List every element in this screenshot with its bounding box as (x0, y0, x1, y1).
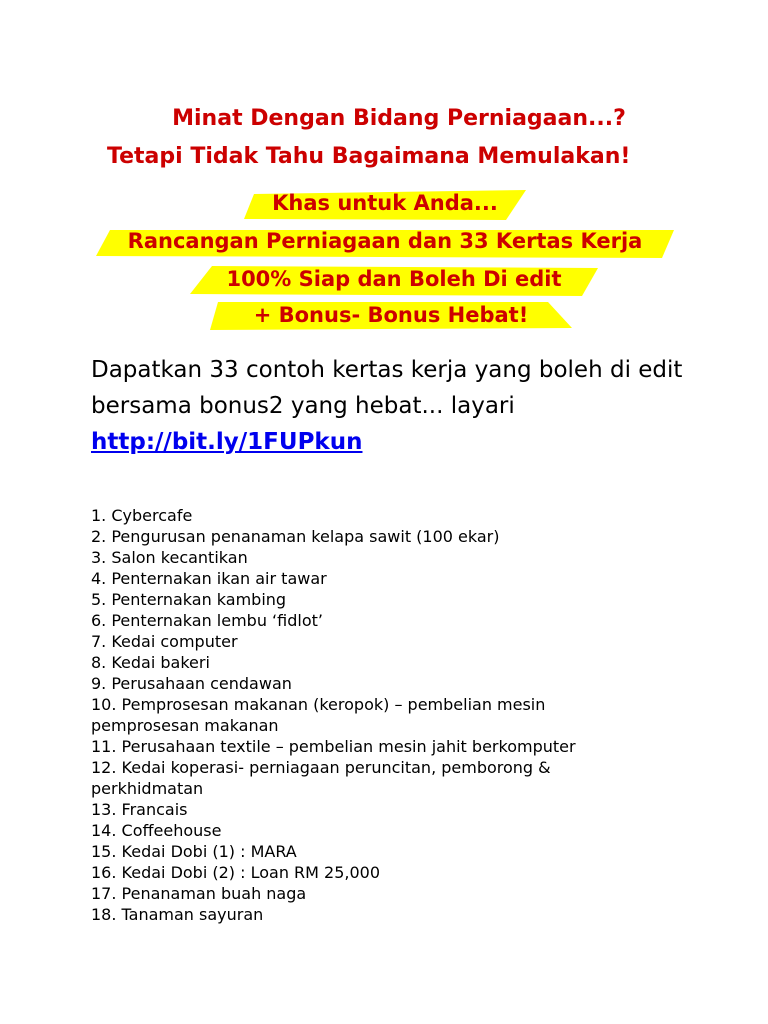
list-item: 7. Kedai computer (91, 632, 238, 651)
list-item: 12. Kedai koperasi- perniagaan peruncitan, pemborong & perkhidmatan (91, 758, 551, 798)
list-item: 8. Kedai bakeri (91, 653, 210, 672)
business-plan-list (91, 505, 651, 925)
list-item: 17. Penanaman buah naga (91, 884, 307, 903)
list-item: 11. Perusahaan textile – pembelian mesin jahit berkomputer (91, 737, 576, 756)
banner-line-4 (210, 298, 572, 334)
list-item: 5. Penternakan kambing (91, 590, 287, 609)
headline-line-2: Tetapi Tidak Tahu Bagaimana Memulakan! (107, 144, 631, 169)
intro-paragraph (91, 352, 711, 460)
list-item: 9. Perusahaan cendawan (91, 674, 292, 693)
list-item: 16. Kedai Dobi (2) : Loan RM 25,000 (91, 863, 381, 882)
list-item: 18. Tanaman sayuran (91, 905, 264, 924)
banner-line-1 (244, 186, 526, 222)
list-item: 13. Francais (91, 800, 188, 819)
banner-line-2 (96, 224, 674, 260)
banner-line-4-text: + Bonus- Bonus Hebat! (253, 303, 529, 327)
list-item: 4. Penternakan ikan air tawar (91, 569, 327, 588)
intro-text: Dapatkan 33 contoh kertas kerja yang boleh di edit bersama bonus2 yang hebat... layari (91, 357, 683, 419)
list-item: 15. Kedai Dobi (1) : MARA (91, 842, 297, 861)
list-item: 1. Cybercafe (91, 506, 193, 525)
list-item: 2. Pengurusan penanaman kelapa sawit (100 ekar) (91, 527, 500, 546)
list-item: 14. Coffeehouse (91, 821, 222, 840)
banner-line-1-text: Khas untuk Anda... (272, 191, 498, 215)
banner-line-2-text: Rancangan Perniagaan dan 33 Kertas Kerja (127, 229, 643, 253)
banner-line-3-text: 100% Siap dan Boleh Di edit (226, 267, 562, 291)
banner-line-3 (190, 262, 598, 298)
headline-line-1: Minat Dengan Bidang Perniagaan...? (172, 106, 626, 131)
list-item: 3. Salon kecantikan (91, 548, 248, 567)
list-item: 10. Pemprosesan makanan (keropok) – pembelian mesin pemprosesan makanan (91, 695, 546, 735)
promo-link[interactable]: http://bit.ly/1FUPkun (91, 429, 363, 455)
list-item: 6. Penternakan lembu ‘fidlot’ (91, 611, 323, 630)
